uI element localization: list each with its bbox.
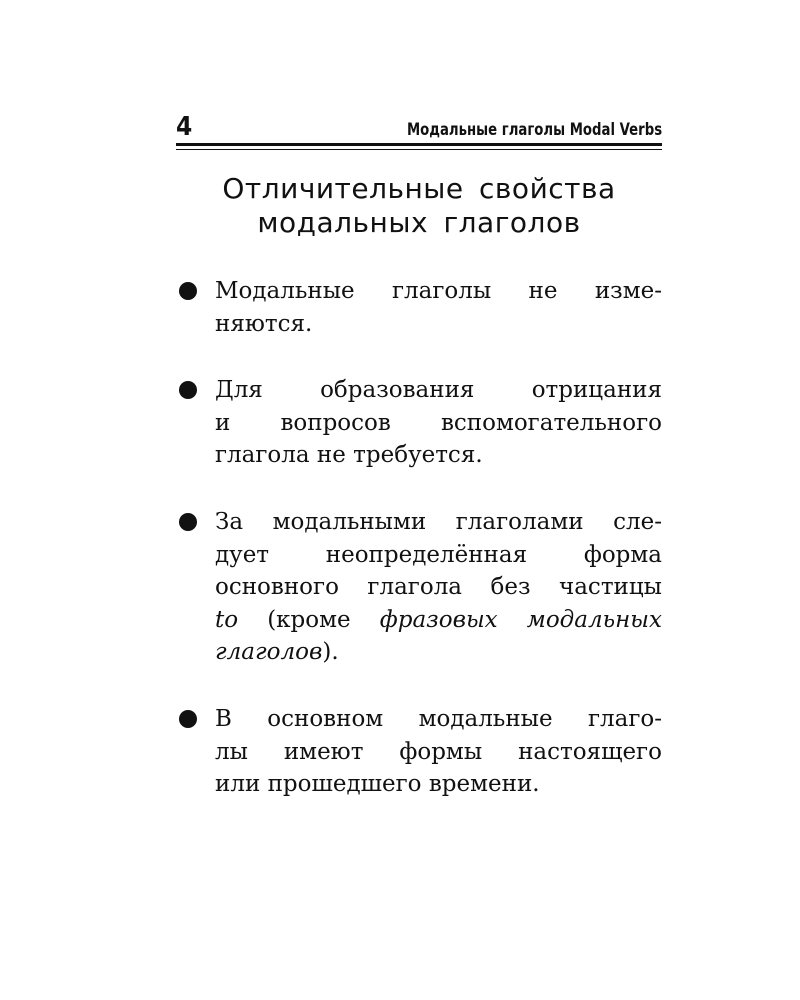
text-line: За модальными глаголами сле-	[215, 508, 662, 535]
text-line: глагола не требуется.	[215, 442, 483, 469]
text-line: или прошедшего времени.	[215, 771, 540, 798]
bullet-dot-icon	[179, 282, 197, 300]
header-rule-thick	[176, 143, 662, 146]
heading-line-2: модальных глаголов	[257, 206, 581, 239]
bullet-dot-icon	[179, 513, 197, 531]
text-line: В основном модальные глаго-	[215, 705, 662, 732]
bullet-dot-icon	[179, 381, 197, 399]
text-line: глаголов).	[215, 639, 339, 666]
section-heading	[176, 172, 662, 240]
heading-line-1: Отличительные свойства	[222, 172, 616, 205]
bullet-dot-icon	[179, 710, 197, 728]
list-item	[176, 275, 662, 340]
header-rule-thin	[176, 149, 662, 150]
text-line: основного глагола без частицы	[215, 574, 662, 601]
text-line: няются.	[215, 310, 313, 337]
page-number: 4	[176, 112, 193, 142]
text-line: дует неопределённая форма	[215, 541, 662, 568]
list-item	[176, 703, 662, 801]
list-item	[176, 374, 662, 472]
running-head: Модальные глаголы Modal Verbs	[406, 120, 662, 140]
text-line: Модальные глаголы не изме-	[215, 278, 662, 304]
text-line: и вопросов вспомогательного	[215, 409, 662, 436]
text-line: Для образования отрицания	[215, 377, 662, 404]
text-line: to (кроме фразовых модальных	[215, 606, 662, 633]
list-item	[176, 506, 662, 669]
properties-list	[176, 275, 662, 801]
text-line: лы имеют формы настоящего	[215, 738, 662, 765]
